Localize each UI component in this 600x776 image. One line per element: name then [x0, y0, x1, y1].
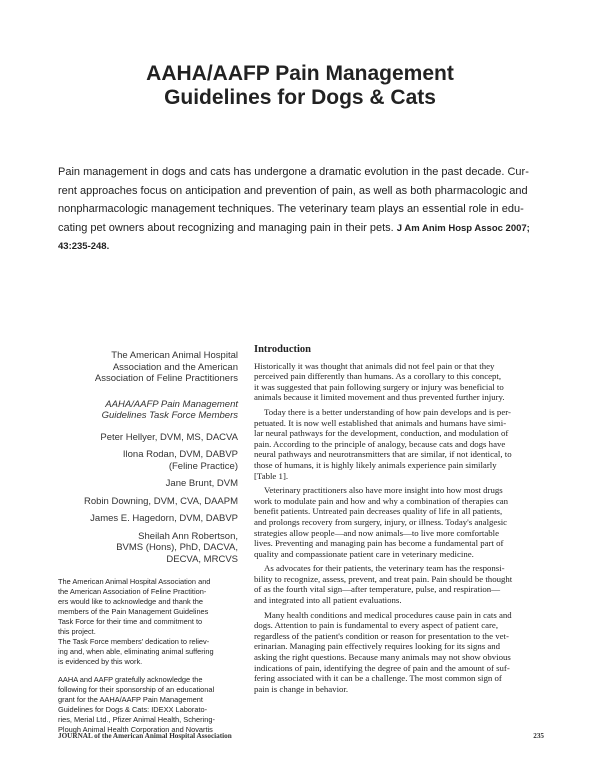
paragraph-line: those of humans, it is highly likely animals experience pain similarly: [254, 459, 497, 470]
note-paragraph: [58, 675, 238, 735]
note-line: ing and, when able, eliminating animal suffering: [58, 647, 214, 656]
note-line: grant for the AAHA/AAFP Pain Management: [58, 695, 203, 704]
sidebar: [58, 350, 238, 743]
paragraph-line: neural pathways and neurotransmitters that are similar, if not identical, to: [254, 449, 512, 460]
paragraph: [254, 563, 546, 605]
author-line: Jane Brunt, DVM: [165, 478, 238, 489]
note-line: Guidelines for Dogs & Cats: IDEXX Laborato-: [58, 705, 208, 714]
citation: 43:235-248.: [58, 241, 110, 252]
article-title: [60, 62, 540, 110]
paragraph-line: bility to recognize, assess, prevent, and treat pain. Pain should be thought: [254, 573, 513, 584]
abstract-line: nonpharmacologic management techniques. The veterinary team plays an essential role in edu-: [58, 203, 524, 215]
note-line: ers would like to acknowledge and thank the: [58, 597, 204, 606]
note-line: this project.: [58, 627, 96, 636]
paragraph-line: dogs. Attention to pain is fundamental to every aspect of patient care,: [254, 620, 499, 631]
paragraph: [254, 610, 546, 695]
paragraph-line: indications of pain, identifying the degree of pain and the amount of suf-: [254, 662, 510, 673]
task-force-line: Guidelines Task Force Members: [101, 410, 238, 421]
author: [58, 513, 238, 525]
citation: J Am Anim Hosp Assoc 2007;: [396, 222, 530, 234]
note-line: is evidenced by this work.: [58, 657, 143, 666]
paragraph-line: and integrated into all patient evaluations.: [254, 595, 402, 606]
journal-footer: JOURNAL of the American Animal Hospital Association: [58, 732, 232, 740]
org-line: The American Animal Hospital: [111, 350, 238, 361]
paragraph-line: asking the right questions. Because many animals may not show obvious: [254, 652, 511, 663]
paragraph-line: As advocates for their patients, the veterinary team has the responsi-: [264, 563, 505, 574]
paragraph-line: of as the fourth vital sign—after temperature, pulse, and respiration—: [254, 584, 500, 595]
author-line: BVMS (Hons), PhD, DACVA,: [116, 542, 238, 553]
org-line: Association and the American: [112, 361, 238, 373]
title-line: AAHA/AAFP Pain Management: [146, 62, 454, 85]
abstract-line: rent approaches focus on anticipation and prevention of pain, as well as both pharmacologic and: [58, 184, 528, 197]
author: [58, 496, 238, 508]
paragraph-line: Historically it was thought that animals did not feel pain or that they: [254, 360, 495, 371]
paragraph-line: lar neural pathways for the development, conduction, and modulation of: [254, 428, 509, 439]
author-line: Sheilah Ann Robertson,: [138, 530, 238, 542]
org-line: Association of Feline Practitioners: [94, 373, 238, 384]
title-line: Guidelines for Dogs & Cats: [164, 86, 436, 109]
paragraph-line: petuated. It is now well established that animals and humans have simi-: [254, 417, 507, 428]
paragraph: [254, 407, 546, 481]
note-line: The American Animal Hospital Association and: [58, 577, 211, 586]
author-line: DECVA, MRCVS: [166, 553, 238, 565]
note-line: AAHA and AAFP gratefully acknowledge the: [58, 675, 203, 684]
author: [58, 531, 238, 566]
note-line: the American Association of Feline Practition-: [58, 587, 207, 596]
author-line: Ilona Rodan, DVM, DABVP: [122, 449, 238, 460]
paragraph-line: animals because it limited movement and thus prevented further injury.: [254, 392, 505, 403]
paragraph: [254, 485, 546, 559]
introduction-section: [254, 345, 546, 698]
paragraph-line: perceived pain differently than humans. As a corollary to this concept,: [254, 371, 502, 382]
paragraph-line: regardless of the patient's condition or reason for presentation to the vet-: [254, 630, 509, 641]
paragraph-line: Today there is a better understanding of how pain develops and is per-: [264, 406, 511, 417]
paragraph-line: strategies allow people—and now animals—to live more comfortable: [254, 527, 500, 538]
note-paragraph: [58, 577, 238, 667]
paragraph-line: pain is change in behavior.: [254, 683, 349, 694]
paragraph-line: it was suggested that pain following surgery or injury was beneficial to: [254, 381, 504, 392]
paragraph-line: and prolongs recovery from surgery, injury, or illness. Today's analgesic: [254, 516, 508, 527]
paragraph-line: [Table 1].: [254, 470, 289, 481]
abstract-line: Pain management in dogs and cats has undergone a dramatic evolution in the past decade. Cur-: [58, 166, 529, 178]
abstract-text: cating pet owners about recognizing and managing pain in their pets.: [58, 221, 394, 234]
note-line: Plough Animal Health Corporation and Novartis: [58, 725, 213, 734]
note-line: The Task Force members' dedication to reliev-: [58, 637, 210, 646]
author-line: Peter Hellyer, DVM, MS, DACVA: [100, 431, 238, 443]
paragraph-line: work to modulate pain and how and why a combination of therapies can: [254, 495, 509, 506]
abstract: [58, 163, 546, 257]
author-line: James E. Hagedorn, DVM, DABVP: [90, 513, 238, 524]
paragraph: [254, 361, 546, 403]
task-force-line: AAHA/AAFP Pain Management: [105, 398, 238, 410]
paragraph-line: Many health conditions and medical procedures cause pain in cats and: [264, 609, 512, 620]
abstract-line: [58, 219, 546, 239]
paragraph-line: erinarian. Managing pain effectively requires looking for its signs and: [254, 641, 501, 652]
note-line: members of the Pain Management Guidelines: [58, 607, 209, 616]
author-line: (Feline Practice): [168, 460, 238, 472]
author: [58, 478, 238, 490]
section-heading: Introduction: [254, 344, 311, 355]
author-list: [58, 432, 238, 566]
paragraph-line: benefit patients. Untreated pain decreases quality of life in all patients,: [254, 506, 503, 517]
author-line: Robin Downing, DVM, CVA, DAAPM: [84, 495, 238, 507]
author: [58, 432, 238, 444]
paragraph-line: quality and compassionate patient care in veterinary medicine.: [254, 548, 474, 559]
page-number: 235: [533, 732, 544, 740]
note-line: ries, Merial Ltd., Pfizer Animal Health, Schering-: [58, 715, 215, 724]
paragraph-line: fering associated with it can be a challenge. The most common sign of: [254, 673, 502, 684]
author: [58, 449, 238, 472]
paragraph-line: pain. According to the principle of analogy, because cats and dogs have: [254, 438, 506, 449]
paragraph-line: Veterinary practitioners also have more insight into how most drugs: [264, 485, 503, 496]
acknowledgements: [58, 577, 238, 735]
task-force-heading: [58, 399, 238, 422]
paragraph-line: lives. Preventing and managing pain has become a fundamental part of: [254, 538, 504, 549]
organizations: [58, 350, 238, 385]
note-line: Task Force for their time and commitment to: [58, 617, 203, 626]
note-line: following for their sponsorship of an educational: [58, 685, 215, 694]
